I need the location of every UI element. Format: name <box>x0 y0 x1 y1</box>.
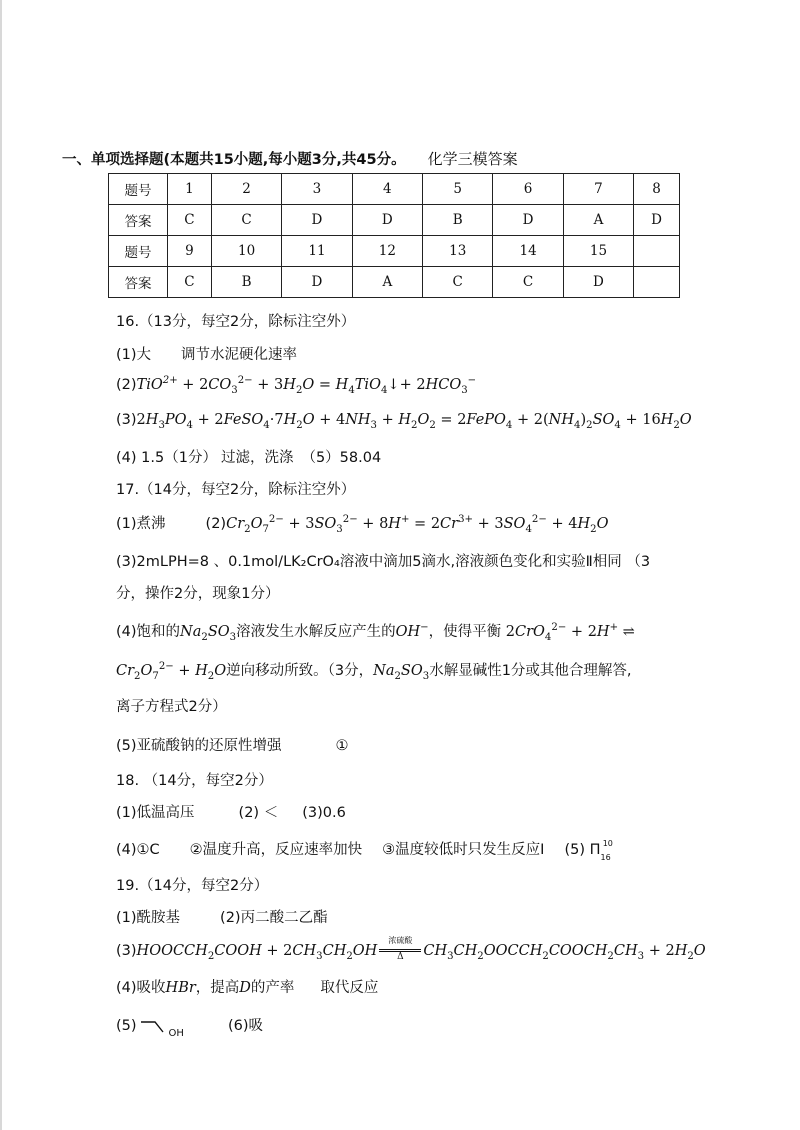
q17-a1a2 <box>116 512 608 535</box>
q18-a5: (5) Π <box>564 842 601 858</box>
table-cell: 12 <box>352 236 422 267</box>
q16-a4-text: 过滤，洗涤 <box>220 450 294 466</box>
q18-a2: (2) ＜ <box>238 805 279 821</box>
q18-a4-1: (4)①C <box>116 842 160 858</box>
reaction-arrow <box>377 938 423 964</box>
q17-a1: (1)煮沸 <box>116 516 166 532</box>
q19-a3-eq-right: $CH_3CH_2OOCCH_2COOCH_2CH_3 + 2H_2O$ <box>423 943 706 962</box>
table-cell: D <box>634 205 680 236</box>
q16-a2-num: (2) <box>116 376 137 393</box>
q18-a4a5 <box>116 838 613 862</box>
table-cell <box>634 236 680 267</box>
q16-a1-text: 调节水泥硬化速率 <box>181 347 298 363</box>
row-header-cell: 题号 <box>109 236 168 267</box>
q17-a2-eq: $Cr_2O_7^{2-} + 3SO_3^{2-} + 8H^+ = 2Cr^{3+} + 3SO_4^{2-} + 4H_2O$ <box>226 514 609 535</box>
row-header-cell: 答案 <box>109 205 168 236</box>
q19-a4-hbr: HBr <box>165 980 196 996</box>
q19-a4-p2: ，提高 <box>195 980 240 996</box>
table-cell: 2 <box>211 174 281 205</box>
table-cell: B <box>423 205 493 236</box>
q16-a2-eq: $TiO^{2+} + 2CO_3^{2-} + 3H_2O$ = $H_4TiO_4↓+ 2HCO_3^-$ <box>136 375 477 396</box>
q19-a3-num: (3) <box>116 943 137 959</box>
table-cell: D <box>352 205 422 236</box>
q16-a1 <box>116 343 297 364</box>
q18-a4-2: ②温度升高，反应速率加快 <box>189 842 363 858</box>
q19-a5a6 <box>116 1014 263 1039</box>
q19-a4-p1: (4)吸收 <box>116 980 166 996</box>
table-cell: 5 <box>423 174 493 205</box>
q17-a4-eq1: 2CrO$_4^{2-}$ + 2H+ ⇌ <box>505 622 635 643</box>
q19-a4-p3: 的产率 <box>250 980 295 996</box>
q18-a1a3 <box>116 801 346 822</box>
q19-a4-p4: 取代反应 <box>320 980 379 996</box>
q19-a4 <box>116 976 378 997</box>
table-cell: D <box>493 205 563 236</box>
q19-a6: (6)吸 <box>227 1018 263 1034</box>
section-title <box>62 148 518 169</box>
answer-table <box>108 173 680 298</box>
section-heading: 一、单项选择题(本题共15小题,每小题3分,共45分。 <box>62 152 406 168</box>
q18-a5-sub: 16 <box>600 853 611 862</box>
q18-a1: (1)低温高压 <box>116 805 195 821</box>
table-cell: 14 <box>493 236 563 267</box>
table-row <box>109 205 680 236</box>
q18-a4-3: ③温度较低时只发生反应Ⅰ <box>382 842 545 858</box>
table-cell: C <box>168 205 212 236</box>
table-cell: D <box>282 267 352 298</box>
q19-a3-eq-left: $HOOCCH_2COOH + 2CH_3CH_2OH$ <box>136 943 378 962</box>
q19-a5: (5) <box>116 1018 137 1034</box>
table-row <box>109 267 680 298</box>
q19-a3 <box>116 938 706 964</box>
reaction-heat: Δ <box>397 952 404 962</box>
q16-a4-num: (4) 1.5 <box>116 450 165 466</box>
q18-a5-sup: 10 <box>602 839 613 848</box>
q17-a4-na2so3: $Na_2SO_3$ <box>180 624 237 643</box>
table-cell: 13 <box>423 236 493 267</box>
skeletal-structure-icon <box>137 1016 169 1036</box>
q19-a1: (1)酰胺基 <box>116 910 181 926</box>
q16-a4 <box>116 446 381 467</box>
q19-a2: (2)丙二酸二乙酯 <box>220 910 328 926</box>
table-cell: A <box>563 205 633 236</box>
table-row <box>109 174 680 205</box>
q17-a5-text: (5)亚硫酸钠的还原性增强 <box>116 738 282 754</box>
q17-a4-p1: (4)饱和的 <box>116 624 181 640</box>
table-cell: 11 <box>282 236 352 267</box>
q16-heading: 16.（13分，每空2分，除标注空外） <box>116 314 356 330</box>
q16-a3-eq: $2H_3PO_4$ + $2FeSO_4\cdot 7H_2O + 4NH_3 + H_2O_2$ = 2FePO$_4$ + $2(NH_4)_2SO_4 + 16H_2O$ <box>136 412 692 431</box>
q17-a4-line3: 离子方程式2分） <box>116 699 227 715</box>
table-cell: 1 <box>168 174 212 205</box>
q18-heading: 18. （14分，每空2分） <box>116 773 273 789</box>
q19-heading: 19.（14分，每空2分） <box>116 878 269 894</box>
q17-a4-p4: 逆向移动所致。（3分， <box>226 663 374 679</box>
table-cell <box>634 267 680 298</box>
q17-heading: 17.（14分，每空2分，除标注空外） <box>116 482 356 498</box>
table-cell: C <box>168 267 212 298</box>
q17-a4-line2 <box>116 659 632 682</box>
table-row <box>109 236 680 267</box>
q16-a3 <box>116 412 692 431</box>
q17-a3-line2: 分，操作2分，现象1分） <box>116 586 280 602</box>
q17-a4-eq2: $Cr_2O_7^{2-} + H_2O$ <box>116 661 227 682</box>
q17-a4-oh: OH− <box>395 622 429 640</box>
row-header-cell: 题号 <box>109 174 168 205</box>
table-cell: 7 <box>563 174 633 205</box>
table-cell: C <box>493 267 563 298</box>
q16-a1-num: (1)大 <box>116 347 152 363</box>
q17-a5 <box>116 734 349 755</box>
q19-a5-oh: OH <box>168 1028 184 1039</box>
q18-a3: (3)0.6 <box>302 805 346 821</box>
doc-title: 化学三模答案 <box>427 150 518 168</box>
q17-a4-line1 <box>116 620 635 643</box>
table-cell: 10 <box>211 236 281 267</box>
q19-a1a2 <box>116 906 328 927</box>
q16-a4-score: （1分） <box>164 450 217 466</box>
table-cell: B <box>211 267 281 298</box>
q17-a5-mark: ① <box>335 738 349 754</box>
table-cell: C <box>423 267 493 298</box>
table-cell: 4 <box>352 174 422 205</box>
table-cell: C <box>211 205 281 236</box>
table-cell: 9 <box>168 236 212 267</box>
q16-a5: （5）58.04 <box>301 450 382 466</box>
q17-a2-num: (2) <box>205 516 227 532</box>
page-edge <box>0 0 2 1130</box>
q17-a4-p2: 溶液发生水解反应产生的 <box>236 624 396 640</box>
q16-a3-num: (3) <box>116 412 137 428</box>
q17-a3-line1: (3)2mLPH=8 、0.1mol/LK₂CrO₄溶液中滴加5滴水,溶液颜色变化和实验Ⅱ相同 （3 <box>116 554 651 570</box>
q16-a2 <box>116 375 476 396</box>
q17-a4-p3: ，使得平衡 <box>428 624 502 640</box>
table-cell: D <box>563 267 633 298</box>
table-cell: 15 <box>563 236 633 267</box>
q17-a4-na2so3-b: $Na_2SO_3$ <box>373 663 430 682</box>
table-cell: 3 <box>282 174 352 205</box>
reaction-condition: 浓硫酸 <box>388 936 413 945</box>
q19-a4-d: D <box>239 980 251 996</box>
table-cell: D <box>282 205 352 236</box>
q17-a4-p5: 水解显碱性1分或其他合理解答, <box>429 663 632 679</box>
table-cell: 6 <box>493 174 563 205</box>
row-header-cell: 答案 <box>109 267 168 298</box>
table-cell: A <box>352 267 422 298</box>
table-cell: 8 <box>634 174 680 205</box>
